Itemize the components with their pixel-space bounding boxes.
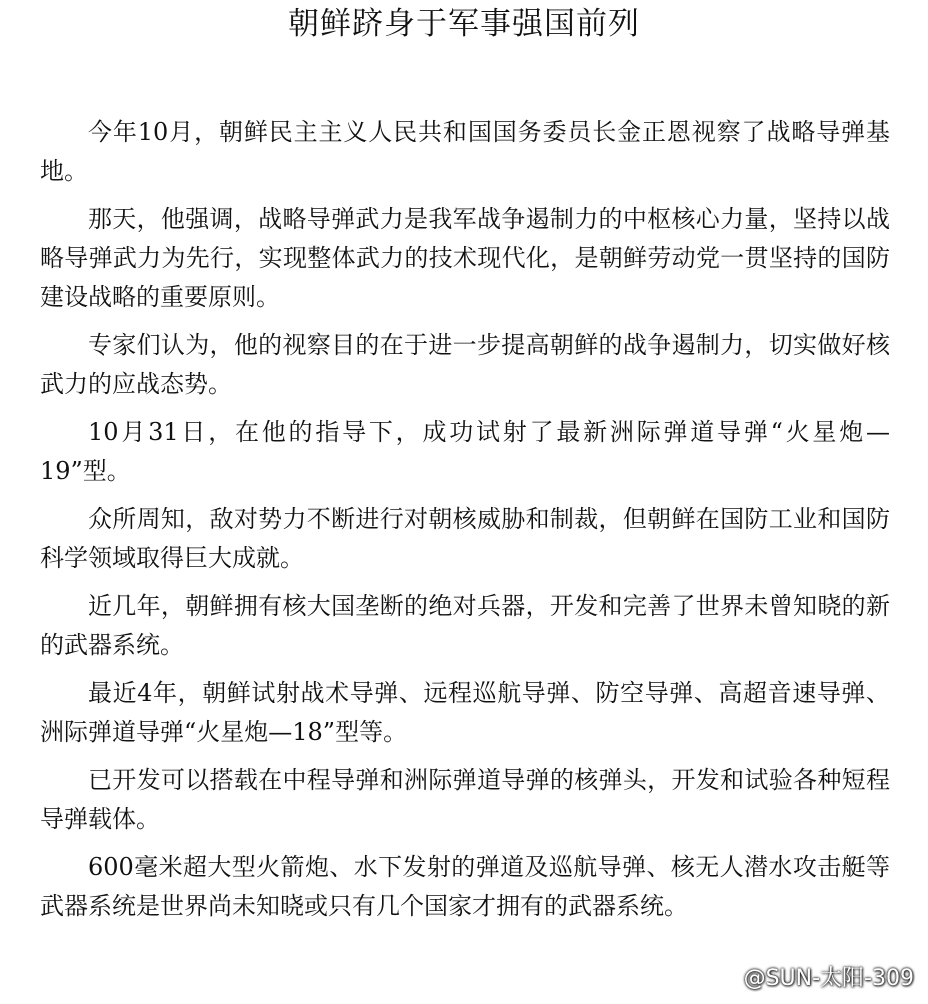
- paragraph: 600毫米超大型火箭炮、水下发射的弹道及巡航导弹、核无人潜水攻击艇等武器系统是世界尚未知晓或只有几个国家才拥有的武器系统。: [40, 853, 890, 920]
- watermark: [714, 961, 914, 992]
- paragraph: 今年10月，朝鲜民主主义人民共和国国务委员长金正恩视察了战略导弹基地。: [40, 118, 890, 185]
- paragraph: 已开发可以搭载在中程导弹和洲际弹道导弹的核弹头，开发和试验各种短程导弹载体。: [40, 766, 890, 833]
- watermark-text: @SUN-太阳-309: [743, 966, 914, 991]
- paragraph: 专家们认为，他的视察目的在于进一步提高朝鲜的战争遏制力，切实做好核武力的应战态势。: [40, 331, 890, 398]
- document-body: [40, 113, 890, 935]
- paragraph: 近几年，朝鲜拥有核大国垄断的绝对兵器，开发和完善了世界未曾知晓的新的武器系统。: [40, 592, 890, 659]
- paragraph: 10月31日，在他的指导下，成功试射了最新洲际弹道导弹“火星炮—19”型。: [40, 418, 890, 485]
- weibo-logo-icon: [714, 966, 740, 988]
- paragraph: 那天，他强调，战略导弹武力是我军战争遏制力的中枢核心力量，坚持以战略导弹武力为先行，实现整体武力的技术现代化，是朝鲜劳动党一贯坚持的国防建设战略的重要原则。: [40, 205, 890, 311]
- paragraph: 众所周知，敌对势力不断进行对朝核威胁和制裁，但朝鲜在国防工业和国防科学领域取得巨大成就。: [40, 505, 890, 572]
- document-title: 朝鲜跻身于军事强国前列: [288, 6, 640, 42]
- paragraph: 最近4年，朝鲜试射战术导弹、远程巡航导弹、防空导弹、高超音速导弹、洲际弹道导弹“火星炮—18”型等。: [40, 679, 890, 746]
